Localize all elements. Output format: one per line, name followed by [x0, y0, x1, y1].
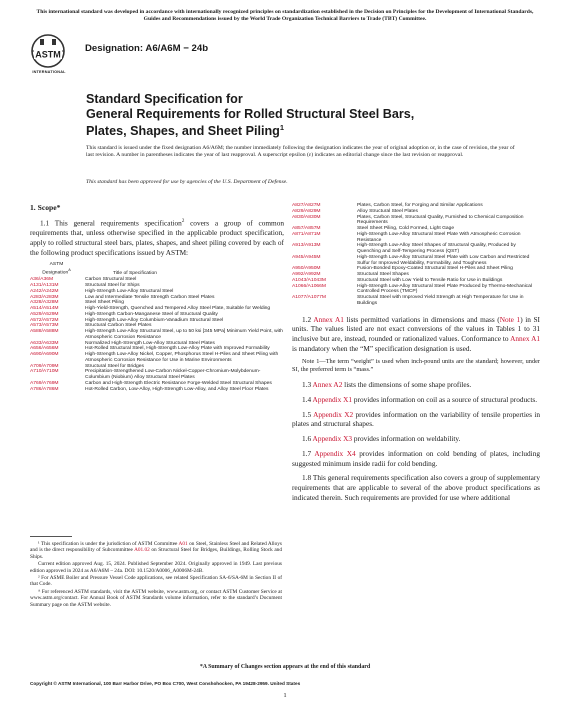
paragraph-1-6-part-a: 1.6 [302, 434, 313, 444]
paragraph-1-5 [292, 410, 540, 429]
annex-a1-link-2[interactable]: Annex A1 [510, 333, 541, 343]
standard-title [86, 92, 506, 139]
astm-logo [30, 33, 66, 75]
specification-title: Plates, Carbon Steel, Structural Quality, Furnished to Chemical Composition Requirements [357, 214, 524, 226]
subcommittee-link[interactable]: A01.02 [134, 547, 150, 554]
approval-note: This standard has been approved for use by agencies of the U.S. Department of Defense. [86, 179, 288, 185]
committee-link[interactable]: A01 [178, 541, 188, 547]
paragraph-1-2 [292, 315, 540, 354]
paragraph-1-7 [292, 449, 540, 468]
paragraph-1-1 [30, 217, 284, 257]
footnote-1 [30, 541, 282, 560]
footnote-divider [30, 536, 72, 537]
designation-link[interactable]: A945/A945M [292, 254, 321, 260]
designation-link[interactable]: A1077/A1077M [292, 295, 327, 300]
paragraph-1-2-part-c: ) in SI units. The values listed are not exact conversions of the values in Tables 1 to 31 inclusive but are, instead, rounded or rationalized values. Conformance to [292, 314, 540, 343]
paragraph-1-2-part-d: is mandatory when the “M” specification designation is used. [292, 343, 472, 353]
note-1-link[interactable]: Note 1 [499, 314, 521, 324]
specification-title: High-Strength Low-Alloy Columbium-Vanadium Structural Steel [85, 317, 224, 323]
paragraph-1-3-part-b: lists the dimensions of some shape profiles. [342, 380, 472, 390]
designation-link[interactable]: A827/A827M [292, 203, 321, 208]
specification-title: High-Yield-Strength, Quenched and Tempered Alloy Steel Plate, Suitable for Welding [85, 306, 271, 312]
appendix-x1-link[interactable]: Appendix X1 [312, 395, 353, 405]
table-row [292, 255, 540, 267]
specification-title: Steel Sheet Piling [85, 300, 124, 306]
copyright-line: Copyright © ASTM International, 100 Barr Harbor Drive, PO Box C700, West Conshohocken, PA 19428-2959. United States [30, 681, 301, 686]
designation-link[interactable]: A830/A830M [292, 214, 321, 220]
designation-link[interactable]: A529/A529M [30, 311, 59, 317]
specification-title: High-Strength Low-Alloy Structural Steel Plate Produced by Thermo-Mechanical Controlled Process (TMCP) [357, 283, 532, 295]
designation-link[interactable]: A242/A242M [30, 288, 59, 294]
designation-link[interactable]: A131/A131M [30, 283, 59, 289]
specification-title: Steel Sheet Piling, Cold Formed, Light Gage [357, 226, 455, 231]
designation-link[interactable]: A573/A573M [30, 323, 59, 329]
summary-of-changes-note: *A Summary of Changes section appears at the end of this standard [199, 664, 371, 670]
table-row [292, 215, 540, 227]
designation-link[interactable]: A572/A572M [30, 317, 59, 323]
footnotes [30, 541, 282, 609]
designation-link[interactable]: A829/A829M [292, 208, 321, 214]
designation-link[interactable]: A913/A913M [292, 243, 321, 249]
specification-title: High-Strength Low-Alloy Steel Shapes of Structural Quality, Produced by Quenching and Self-Tempering Process (QST) [357, 243, 516, 254]
table-header-row [30, 262, 284, 277]
designation-link[interactable]: A871/A871M [292, 231, 321, 237]
annex-a2-link[interactable]: Annex A2 [312, 380, 343, 390]
header-designation [30, 262, 83, 277]
header-designation-line-2: Designation [42, 270, 69, 276]
spec-table-left [30, 262, 284, 392]
right-column [292, 203, 540, 507]
annex-a1-link[interactable]: Annex A1 [313, 314, 344, 324]
paragraph-1-8: 1.8 This general requirements specification also covers a group of supplementary requirements that are applicable to several of the above product specifications as indicated therein. Such requirements are provided for use where additional [292, 473, 540, 502]
designation-link[interactable]: A786/A786M [30, 386, 59, 392]
paragraph-1-1-suffix: covers a group of common requirements that, unless otherwise specified in the applicable product specification, apply to rolled structural steel bars, plates, shapes, and sheet piling covered by each of the following product specifications issued by ASTM: [30, 218, 284, 257]
paragraph-1-5-part-b: provides information on the variability of tensile properties in plates and structural shapes. [292, 409, 540, 429]
specification-title: Structural Steel for Ships [85, 283, 140, 289]
specification-title: Structural Steel Shapes [357, 272, 409, 277]
top-notice: This international standard was developed in accordance with internationally recognized principles on standardization established in the Decision on Principles for the Development of International Standards, Guides and Recommendations issued by the World Trade Organization Technical Barriers to Trade (TBT) Committee. [36, 9, 534, 22]
paragraph-1-1-prefix: 1.1 This general requirements specification [40, 218, 182, 228]
title-line-2: General Requirements for Rolled Structural Steel Bars, [86, 106, 415, 121]
logo-text: ASTM [35, 49, 61, 60]
table-row [292, 232, 540, 244]
specification-title: High-Strength Low-Alloy Structural Steel Plate with Low Carbon and Restricted Sulfur for Improved Weldability, Formability, and Toughness [357, 254, 530, 266]
designation-link[interactable]: A690/A690M [30, 352, 59, 358]
paragraph-1-4 [292, 395, 540, 405]
designation-link[interactable]: A950/A950M [292, 266, 321, 272]
designation-link[interactable]: A588/A588M [30, 329, 59, 335]
paragraph-1-3-part-a: 1.3 [302, 380, 313, 390]
footnote-a: ᴬ For referenced ASTM standards, visit the ASTM website, www.astm.org, or contact ASTM Customer Service at www.astm.org/contact. For Annual Book of ASTM Standards volume information, refer to the standard’s Document Summary page on the ASTM website. [30, 588, 282, 608]
designation-link[interactable]: A633/A633M [30, 340, 59, 346]
table-row [30, 352, 284, 364]
specification-title: Structural Carbon Steel Plates [85, 323, 152, 329]
designation-link[interactable]: A992/A992M [292, 272, 321, 277]
title-line-3-text: Plates, Shapes, and Sheet Piling [86, 124, 280, 139]
paragraph-1-2-part-b: lists permitted variations in dimensions and mass ( [343, 314, 500, 324]
table-row [292, 284, 540, 296]
footnote-1-part-b: on Steel, Stainless Steel and Related Alloys and is the direct responsibility of Subcommittee [30, 541, 282, 554]
table-row [292, 295, 540, 307]
appendix-x2-link[interactable]: Appendix X2 [313, 409, 354, 419]
designation-link[interactable]: A36/A36M [30, 277, 54, 283]
specification-title: High-Strength Low-Alloy Structural Steel, up to 50 ksi [345 MPa] Minimum Yield Point, with Atmospheric Corrosion Resistance [85, 329, 283, 340]
page-number: 1 [283, 692, 287, 699]
paragraph-1-4-part-b: provides information on coil as a source of structural products. [352, 395, 538, 405]
issue-note: This standard is issued under the fixed designation A6/A6M; the number immediately following the designation indicates the year of original adoption or, in the case of revision, the year of last revision. A number in parentheses indicates the year of last reapproval. A superscript epsilon (ε) indicates an editorial change since the last revision or reapproval. [86, 145, 515, 159]
table-row [30, 369, 284, 381]
spec-table-right [292, 203, 540, 307]
specification-title: Alloy Structural Steel Plates [357, 208, 418, 214]
designation-link[interactable]: A328/A328M [30, 300, 59, 306]
paragraph-1-7-part-b: provides information on cold bending of plates, including suggested minimum inside radii for cold bending. [292, 448, 540, 468]
designation-link[interactable]: A710/A710M [30, 369, 59, 375]
paragraph-1-7-part-a: 1.7 [302, 448, 315, 458]
designation-link[interactable]: A769/A769M [30, 380, 59, 386]
logo-caption: INTERNATIONAL [32, 70, 66, 74]
header-designation-sup[interactable]: A [68, 267, 71, 272]
paragraph-1-3 [292, 380, 540, 390]
footnote-1-part-a: ¹ This specification is under the jurisdiction of ASTM Committee [38, 541, 179, 547]
specification-title: Low and Intermediate Tensile Strength Carbon Steel Plates [85, 294, 215, 300]
specification-title: High-Strength Carbon-Manganese Steel of Structural Quality [85, 311, 218, 317]
footnote-1-part-c: on Structural Steel for Bridges, Buildings, Rolling Stock and Ships. [30, 547, 282, 560]
footnote-ref-2[interactable]: 2 [181, 219, 185, 224]
specification-title: Structural Steel with Improved Yield Strength at High Temperature for Use in Buildings [357, 295, 524, 306]
section-heading-scope: 1. Scope* [30, 203, 61, 212]
specification-title: Structural Steel for Bridges [85, 363, 145, 369]
specification-title: Fusion-Bonded Epoxy-Coated Structural Steel H-Piles and Sheet Piling [357, 266, 513, 272]
left-column [30, 203, 284, 392]
paragraph-1-5-part-a: 1.5 [302, 409, 314, 419]
table-row [30, 329, 284, 341]
specification-title: Precipitation-Strengthened Low-Carbon Nickel-Copper-Chromium-Molybdenum-Columbium (Niobium) Alloy Structural Steel Plates [85, 369, 261, 381]
table-row [30, 387, 284, 393]
designation-link[interactable]: A857/A857M [292, 226, 321, 231]
specification-title: Hot-Rolled Carbon, Low-Alloy, High-Strength Low-Alloy, and Alloy Steel Floor Plates [85, 386, 269, 392]
designation-link[interactable]: A283/A283M [30, 294, 59, 300]
designation-link[interactable]: A656/A656M [30, 346, 59, 352]
table-row [292, 243, 540, 255]
footnote-2: ² For ASME Boiler and Pressure Vessel Code applications, see related Specification SA-6/SA-6M in Section II of that Code. [30, 575, 282, 588]
paragraph-1-2-part-a: 1.2 [302, 314, 314, 324]
note-1: Note 1—The term “weight” is used when inch-pound units are the standard; however, under SI, the preferred term is “mass.” [292, 358, 540, 374]
title-footnote-mark: 1 [279, 123, 285, 133]
specification-title: Carbon and High-Strength Electric Resistance Forge-Welded Steel Structural Shapes [85, 380, 272, 386]
specification-title: Structural Steel with Low Yield to Tensile Ratio for Use in Buildings [357, 277, 503, 283]
title-line-3 [86, 121, 506, 139]
appendix-x3-link[interactable]: Appendix X3 [312, 434, 353, 444]
specification-title: Plates, Carbon Steel, for Forging and Similar Applications [357, 203, 483, 208]
specification-title: Carbon Structural Steel [85, 277, 137, 283]
header-title: Title of Specification [113, 270, 158, 276]
paragraph-1-4-part-a: 1.4 [302, 395, 313, 405]
paragraph-1-6-part-b: provides information on weldability. [352, 434, 461, 444]
designation-link[interactable]: A1043/A1043M [292, 277, 327, 283]
paragraph-1-6 [292, 434, 540, 444]
specification-title: High-Strength Low-Alloy Nickel, Copper, Phosphorus Steel H-Piles and Sheet Piling with Atmospheric Corrosion Resistance for Use in Marine Environments [85, 352, 279, 363]
specification-title: Hot-Rolled Structural Steel, High-Strength Low-Alloy Plate with Improved Formability [85, 346, 270, 352]
specification-title: High-Strength Low-Alloy Structural Steel [85, 288, 174, 294]
specification-title: Normalized High-Strength Low-Alloy Structural Steel Plates [85, 340, 215, 346]
designation-link[interactable]: A514/A514M [30, 306, 59, 312]
astm-logo-icon [30, 33, 66, 71]
title-line-1: Standard Specification for [86, 92, 243, 106]
designation-link[interactable]: A1066/A1066M [292, 283, 327, 289]
appendix-x4-link[interactable]: Appendix X4 [314, 448, 356, 458]
designation: Designation: A6/A6M − 24b [85, 43, 209, 54]
footnote-edition: Current edition approved Aug. 15, 2024. Published September 2024. Originally approved in 1949. Last previous edition approved in 2024 as A6/A6M – 24a. DOI: 10.1520/A0006_A0006M-24B. [30, 561, 282, 574]
designation-link[interactable]: A709/A709M [30, 363, 59, 369]
specification-title: High-Strength Low-Alloy Structural Steel Plate With Atmospheric Corrosion Resistance [357, 231, 521, 243]
header-designation-line-1: ASTM [49, 262, 64, 268]
